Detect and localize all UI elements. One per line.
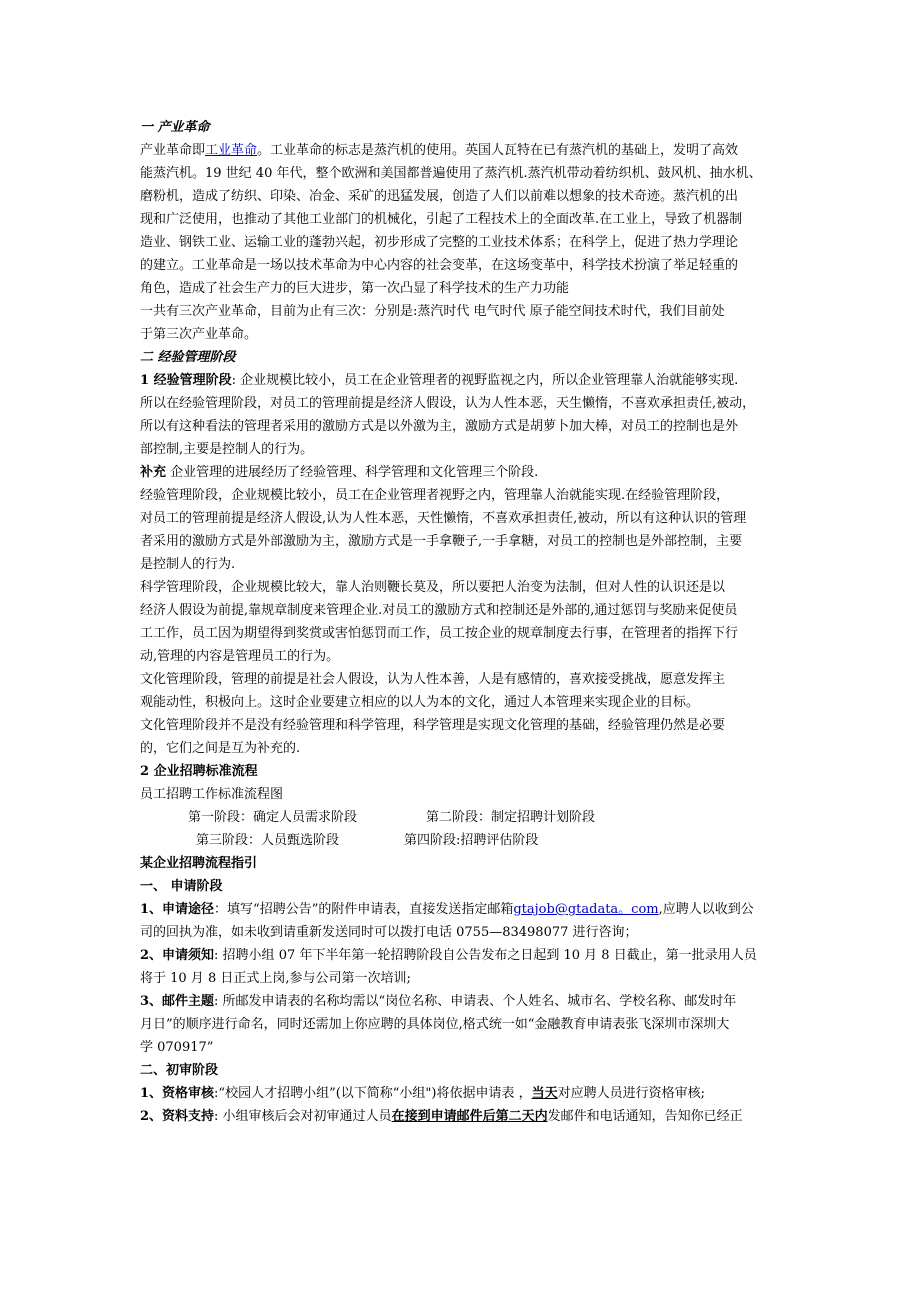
underlined-emphasis: 当天 (531, 1086, 558, 1101)
paragraph-line: 对员工的管理前提是经济人假设,认为人性本恶，天性懒惰，不喜欢承担责任,被动，所以有这种认识的管理 (140, 511, 747, 526)
stage-row (140, 829, 780, 852)
phase-heading-initial-review: 二、初审阶段 (140, 1063, 219, 1078)
text-span: :“校园人才招聘小组”(以下简称“小组")将依据申请表 ， (214, 1086, 532, 1101)
paragraph-line: 文化管理阶段并不是没有经验管理和科学管理，科学管理是实现文化管理的基础，经验管理仍然是必要 (140, 718, 726, 733)
stage-2: 第二阶段：制定招聘计划阶段 (426, 810, 596, 825)
item-label: 2、资料支持 (140, 1109, 215, 1124)
text-span: ,应聘人以收到公 (658, 902, 754, 917)
text-span: 产业革命即 (140, 143, 206, 158)
paragraph-line (140, 990, 780, 1013)
underlined-emphasis: 在接到申请邮件后第二天内 (391, 1109, 548, 1124)
paragraph-line: 者采用的激励方式是外部激励为主，激励方式是一手拿鞭子,一手拿糖，对员工的控制也是外部控制，主要 (140, 534, 743, 549)
text-span: : 招聘小组 07 年下半年第一轮招聘阶段自公告发布之日起到 10 月 8 日截止，第一批录用人员 (214, 948, 757, 963)
paragraph-line: 是控制人的行为. (140, 557, 236, 572)
paragraph-line: 月日”的顺序进行命名，同时还需加上你应聘的具体岗位,格式统一如“金融教育申请表张飞深圳市深圳大 (140, 1017, 730, 1032)
text-span: 发邮件和电话通知，告知你已经正 (547, 1109, 743, 1124)
text-span: 对应聘人员进行资格审核; (557, 1086, 706, 1101)
paragraph-line: 的，它们之间是互为补充的. (140, 741, 301, 756)
paragraph-line: 经济人假设为前提,靠规章制度来管理企业.对员工的激励方式和控制还是外部的,通过惩罚与奖励来促使员 (140, 603, 738, 618)
stage-1: 第一阶段：确定人员需求阶段 (188, 810, 358, 825)
paragraph-line (140, 461, 780, 484)
industrial-revolution-link[interactable]: 工业革命 (205, 143, 258, 158)
paragraph-line: 所以在经验管理阶段，对员工的管理前提是经济人假设，认为人性本恶，天生懒惰，不喜欢承担责任,被动， (140, 396, 756, 411)
supplement-label: 补充 (140, 465, 167, 480)
paragraph-line: 学 070917” (140, 1040, 214, 1055)
paragraph-line: 将于 10 月 8 日正式上岗,参与公司第一次培训; (140, 971, 411, 986)
paragraph-line: 现和广泛使用，也推动了其他工业部门的机械化，引起了工程技术上的全面改革.在工业上，导致了机器制 (140, 212, 743, 227)
flowchart-title: 员工招聘工作标准流程图 (140, 787, 284, 802)
text-span: : 小组审核后会对初审通过人员 (214, 1109, 392, 1124)
paragraph-line: 科学管理阶段，企业规模比较大，靠人治则鞭长莫及，所以要把人治变为法制，但对人性的认识还是以 (140, 580, 726, 595)
item-label: 2、申请须知 (140, 948, 215, 963)
paragraph-line: 能蒸汽机。19 世纪 40 年代，整个欧洲和美国都普遍使用了蒸汽机.蒸汽机带动着纺织机、鼓风机、抽水机、 (140, 166, 762, 181)
text-span: : 所邮发申请表的名称均需以“岗位名称、申请表、个人姓名、城市名、学校名称、邮发时年 (214, 994, 737, 1009)
item-label: 3、邮件主题 (140, 994, 215, 1009)
stage-3: 第三阶段：人员甄选阶段 (196, 833, 340, 848)
paragraph-line: 磨粉机，造成了纺织、印染、冶金、采矿的迅猛发展，创造了人们以前难以想象的技术奇迹。蒸汽机的出 (140, 189, 739, 204)
paragraph-line: 角色，造成了社会生产力的巨大进步，第一次凸显了科学技术的生产力功能 (140, 281, 570, 296)
phase-heading-application: 一、 申请阶段 (140, 879, 223, 894)
paragraph-line: 司的回执为准，如未收到请重新发送同时可以拨打电话 0755—83498077 进行咨询； (140, 925, 638, 940)
paragraph-line: 于第三次产业革命。 (140, 327, 258, 342)
paragraph-line: 经验管理阶段，企业规模比较小，员工在企业管理者视野之内，管理靠人治就能实现.在经验管理阶段， (140, 488, 730, 503)
paragraph-line (140, 139, 780, 162)
paragraph-line (140, 1105, 780, 1128)
paragraph-line: 的建立。工业革命是一场以技术革命为中心内容的社会变革，在这场变革中，科学技术扮演了举足轻重的 (140, 258, 739, 273)
stage-4: 第四阶段:招聘评估阶段 (404, 833, 539, 848)
paragraph-line: 文化管理阶段，管理的前提是社会人假设，认为人性本善，人是有感情的，喜欢接受挑战，愿意发挥主 (140, 672, 726, 687)
section-heading-industrial-revolution: 一 产业革命 (140, 120, 210, 135)
paragraph-line (140, 1082, 780, 1105)
section-heading-recruitment-process: 2 企业招聘标准流程 (140, 764, 258, 779)
text-span: 企业管理的进展经历了经验管理、科学管理和文化管理三个阶段. (166, 465, 539, 480)
paragraph-line (140, 369, 780, 392)
section-heading-experience-management: 二 经验管理阶段 (140, 350, 236, 365)
text-span: ：填写“招聘公告”的附件申请表，直接发送指定邮箱 (214, 902, 514, 917)
stage-row (140, 806, 780, 829)
text-span: 。工业革命的标志是蒸汽机的使用。英国人瓦特在已有蒸汽机的基础上，发明了高效 (257, 143, 739, 158)
paragraph-line: 动,管理的内容是管理员工的行为。 (140, 649, 340, 664)
paragraph-line: 部控制,主要是控制人的行为。 (140, 442, 314, 457)
item-label: 1、申请途径 (140, 902, 215, 917)
item-label: 1、资格审核 (140, 1086, 215, 1101)
item-label: 1 经验管理阶段 (140, 373, 232, 388)
paragraph-line (140, 898, 780, 921)
paragraph-line (140, 944, 780, 967)
paragraph-line: 观能动性，积极向上。这时企业要建立相应的以人为本的文化，通过人本管理来实现企业的目标。 (140, 695, 700, 710)
recruitment-guide-title: 某企业招聘流程指引 (140, 856, 258, 871)
document-page (140, 116, 780, 1128)
text-span: : 企业规模比较小，员工在企业管理者的视野监视之内，所以企业管理靠人治就能够实现. (231, 373, 739, 388)
paragraph-line: 一共有三次产业革命，目前为止有三次：分别是:蒸汽时代 电气时代 原子能空间技术时代，我们目前处 (140, 304, 725, 319)
paragraph-line: 工工作，员工因为期望得到奖赏或害怕惩罚而工作，员工按企业的规章制度去行事，在管理者的指挥下行 (140, 626, 739, 641)
email-link[interactable]: gtajob@gtadata。com (513, 902, 659, 917)
paragraph-line: 造业、钢铁工业、运输工业的蓬勃兴起，初步形成了完整的工业技术体系；在科学上，促进了热力学理论 (140, 235, 739, 250)
paragraph-line: 所以有这种看法的管理者采用的激励方式是以外激为主，激励方式是胡萝卜加大棒，对员工的控制也是外 (140, 419, 739, 434)
